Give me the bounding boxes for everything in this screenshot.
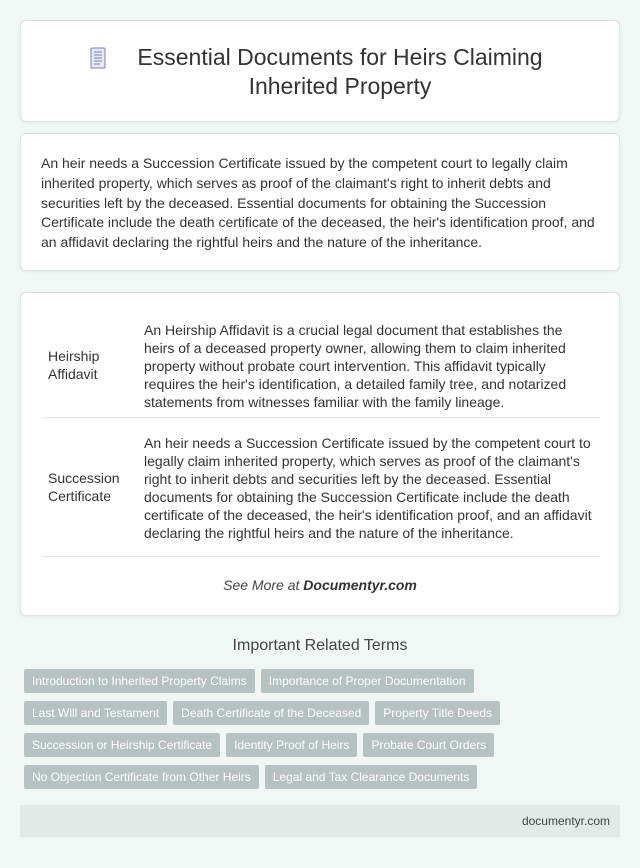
related-term-tag[interactable]: No Objection Certificate from Other Heirs: [24, 765, 259, 789]
see-more-site[interactable]: Documentyr.com: [303, 577, 417, 593]
related-term-tag[interactable]: Importance of Proper Documentation: [261, 669, 474, 693]
related-term-tag[interactable]: Succession or Heirship Certificate: [24, 733, 220, 757]
related-term-tag[interactable]: Death Certificate of the Deceased: [173, 701, 369, 725]
tag-row: [24, 765, 624, 797]
related-term-tag[interactable]: Property Title Deeds: [375, 701, 500, 725]
title-card: [20, 20, 620, 122]
related-terms-tags: [24, 669, 624, 797]
term-cell: Succession Certificate: [42, 418, 138, 557]
tag-row: [24, 701, 624, 733]
summary-text: An heir needs a Succession Certificate issued by the competent court to legally claim inherited property, which serves as proof of the claimant's right to inherit debts and securities left by the deceased. Essential documents for obtaining the Succession Certificate include the death certificate of the deceased, the heir's identification proof, and an affidavit declaring the rightful heirs and the nature of the inheritance.: [41, 155, 595, 251]
related-term-tag[interactable]: Legal and Tax Clearance Documents: [265, 765, 478, 789]
footer-site-link[interactable]: documentyr.com: [521, 814, 610, 828]
see-more-link[interactable]: [21, 577, 619, 593]
tag-row: [24, 733, 624, 765]
tag-row: [24, 669, 624, 701]
table-row: [42, 313, 600, 418]
documents-table-card: [20, 292, 620, 616]
description-cell: An heir needs a Succession Certificate issued by the competent court to legally claim inherited property, which serves as proof of the claimant's right to inherit debts and securities left by the deceased. Essential documents for obtaining the Succession Certificate include the death certificate of the deceased, the heir's identification proof, and an affidavit declaring the rightful heirs and the nature of the inheritance.: [138, 418, 600, 557]
related-term-tag[interactable]: Identity Proof of Heirs: [226, 733, 357, 757]
page-title: Essential Documents for Heirs Claiming Inherited Property: [137, 44, 543, 99]
documents-table: [42, 313, 600, 557]
description-cell: An Heirship Affidavit is a crucial legal document that establishes the heirs of a deceased property owner, allowing them to claim inherited property without probate court intervention. This affidavit typically requires the heir's identification, a detailed family tree, and notarized statements from witnesses familiar with the family lineage.: [138, 313, 600, 418]
table-row: [42, 418, 600, 557]
related-terms-heading: Important Related Terms: [232, 637, 408, 654]
related-term-tag[interactable]: Introduction to Inherited Property Claims: [24, 669, 255, 693]
related-term-tag[interactable]: Last Will and Testament: [24, 701, 167, 725]
related-term-tag[interactable]: Probate Court Orders: [363, 733, 494, 757]
footer: [20, 805, 620, 837]
term-cell: Heirship Affidavit: [42, 313, 138, 418]
summary-card: [20, 133, 620, 271]
see-more-prefix: See More at: [223, 577, 304, 593]
